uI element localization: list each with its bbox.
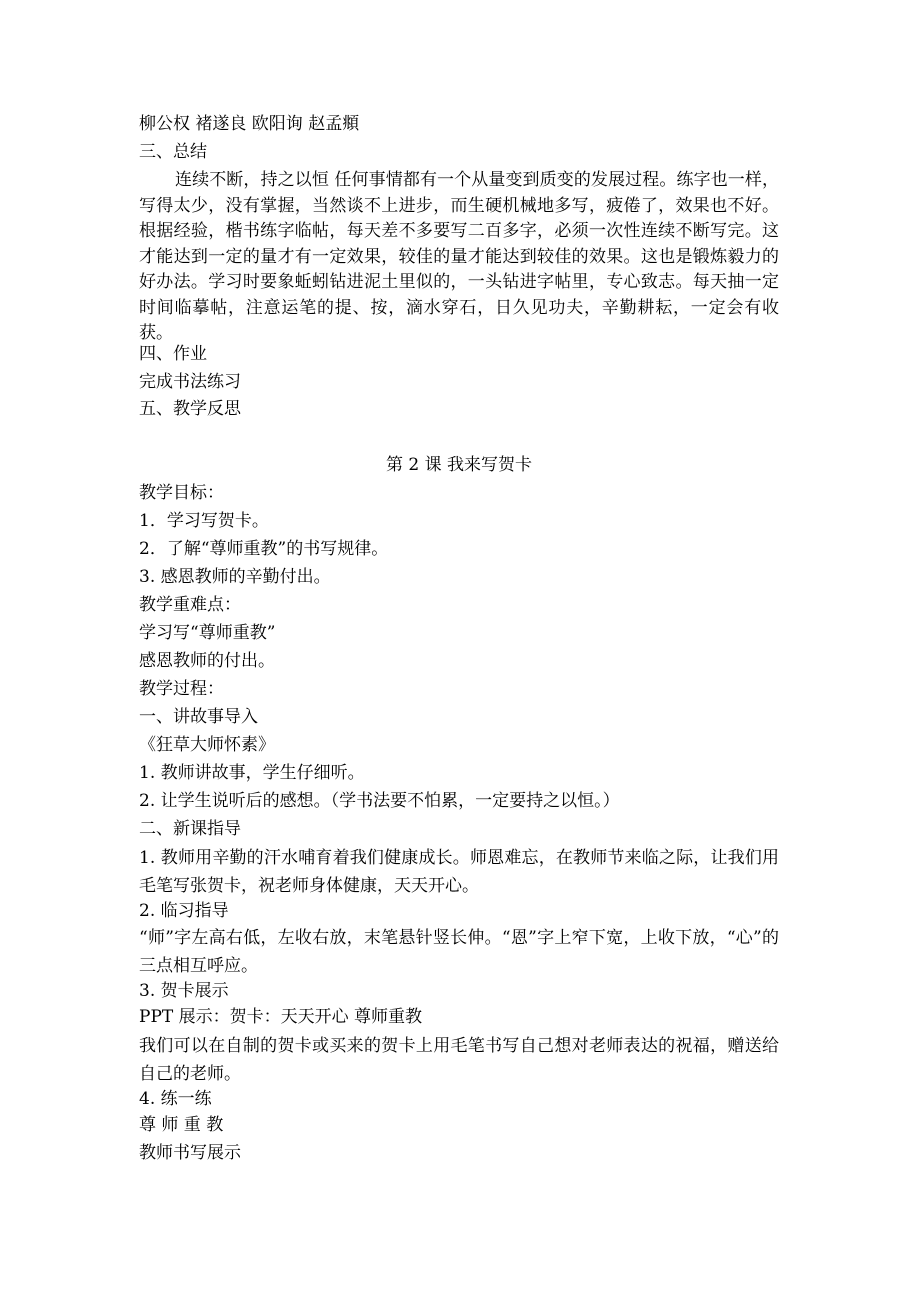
new-lesson-item-3: 3. 贺卡展示 <box>139 981 229 1001</box>
homework-line: 完成书法练习 <box>139 372 241 392</box>
goal-item-2: 2．了解“尊师重教”的书写规律。 <box>139 539 389 559</box>
story-item-2: 2. 让学生说听后的感想。（学书法要不怕累，一定要持之以恒。） <box>139 791 620 811</box>
writing-guide-paragraph: “师”字左高右低，左收右放，末笔悬针竖长伸。“恩”字上窄下宽，上收下放，“心”的三点相互呼应。 <box>139 928 779 976</box>
story-item-1: 1. 教师讲故事，学生仔细听。 <box>139 763 365 783</box>
summary-paragraph: 连续不断，持之以恒 任何事情都有一个从量变到质变的发展过程。练字也一样，写得太少，没有掌握，当然谈不上进步，而生硬机械地多写，疲倦了，效果也不好。根据经验，楷书练字临帖，每天差不多要写二百多字，必须一次性连续不断写完。这才能达到一定的量才有一定效果，较佳的量才能达到较佳的效果。这也是锻炼毅力的好办法。学习时要象蚯蚓钻进泥土里似的，一头钻进字帖里，专心致志。每天抽一定时间临摹帖，注意运笔的提、按，滴水穿石，日久见功夫，辛勤耕耘，一定会有收获。 <box>139 170 779 343</box>
new-lesson-item-2: 2. 临习指导 <box>139 901 229 921</box>
new-lesson-item-4: 4. 练一练 <box>139 1089 212 1109</box>
process-heading: 教学过程： <box>139 679 224 699</box>
key-point-1: 学习写“尊师重教” <box>139 623 276 643</box>
practice-characters: 尊 师 重 教 <box>139 1115 224 1135</box>
section-homework-heading: 四、作业 <box>139 344 207 364</box>
new-lesson-item-1: 1. 教师用辛勤的汗水哺育着我们健康成长。师恩难忘，在教师节来临之际，让我们用毛笔写张贺卡，祝老师身体健康，天天开心。 <box>139 848 779 896</box>
teacher-demo-line: 教师书写展示 <box>139 1143 241 1163</box>
card-description-paragraph: 我们可以在自制的贺卡或买来的贺卡上用毛笔书写自己想对老师表达的祝福，赠送给自己的老师。 <box>139 1036 779 1084</box>
goal-item-1: 1．学习写贺卡。 <box>139 511 269 531</box>
section-reflection-heading: 五、教学反思 <box>139 399 241 419</box>
story-title: 《狂草大师怀素》 <box>139 735 275 755</box>
key-point-2: 感恩教师的付出。 <box>139 651 275 671</box>
goal-item-3: 3. 感恩教师的辛勤付出。 <box>139 567 331 587</box>
story-intro-heading: 一、讲故事导入 <box>139 707 258 727</box>
section-summary-heading: 三、总结 <box>139 142 207 162</box>
goals-heading: 教学目标： <box>139 483 224 503</box>
lesson-title: 第 2 课 我来写贺卡 <box>385 455 533 475</box>
key-points-heading: 教学重难点： <box>139 595 241 615</box>
ppt-line: PPT 展示：贺卡：天天开心 尊师重教 <box>139 1007 423 1027</box>
new-lesson-heading: 二、新课指导 <box>139 819 241 839</box>
calligraphers-line: 柳公权 褚遂良 欧阳询 赵孟頫 <box>139 114 360 134</box>
